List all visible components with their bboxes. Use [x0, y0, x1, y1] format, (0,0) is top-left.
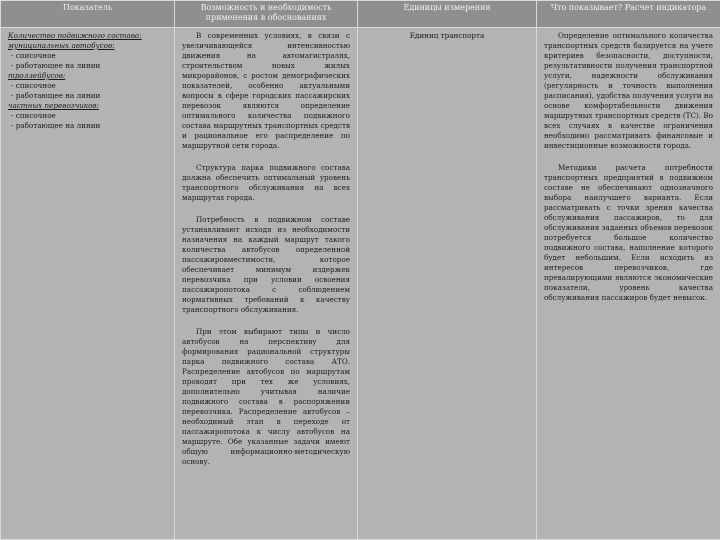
- applicability-paragraph: При этом выбирают типы и число автобусов на перспективу для формирования рациональной структуры парка подвижного состава АТО. Распределение автобусов по маршрутам проводят при тех же условиях, дополнительно учитывая наличие подвижного состава в распоряжении перевозчика. Распределение автобусов – необходимый этап в переходе от пассажиропотока к числу автобусов на маршруте. Обе указанные задачи имеют общую информационно-методическую основу.: [182, 327, 350, 466]
- header-indicator: Показатель: [1, 1, 175, 28]
- applicability-cell: [175, 28, 358, 540]
- units-cell: [358, 28, 537, 540]
- indicator-cell: [1, 28, 175, 540]
- units-value: Единиц транспорта: [409, 31, 485, 40]
- explanation-paragraph: Методики расчета потребности транспортных предприятий в подвижном составе не обеспечивают однозначного выбора наилучшего варианта. Если рассматривать с точки зрения качества обслуживания пассажиров, то для обслуживания заданных объемов перевозок потребуется большое количество подвижного состава, наполнение которого будет небольшим. Если исходить из интересов перевозчиков, где превалирующими являются экономические показатели, уровень качества обслуживания пассажиров будет невысок.: [544, 163, 713, 302]
- bus-listed-item: - списочное: [11, 51, 56, 60]
- private-working-item: - работающее на линии: [11, 121, 101, 130]
- bus-working-item: - работающее на линии: [11, 61, 101, 70]
- private-listed-item: - списочное: [11, 111, 56, 120]
- explanation-cell: [537, 28, 720, 540]
- table-row: [1, 28, 720, 540]
- trolleybus-working-item: - работающее на линии: [11, 91, 101, 100]
- trolleybus-listed-item: - списочное: [11, 81, 56, 90]
- applicability-paragraph: Потребность в подвижном составе устанавливают исходя из необходимости назначения на каждый маршрут такого количества автобусов определенной пассажировместимости, которое обеспечивает минимум издержек перевозчика при условии освоения пассажиропотока с соблюдением нормативных требований к качеству транспортного обслуживания.: [182, 215, 350, 314]
- group-title-trolleybuses: троллейбусов:: [8, 71, 66, 80]
- group-title-fleet: Количество подвижного состава:: [8, 31, 142, 40]
- header-row: [1, 1, 720, 28]
- header-units: Единицы измерения: [358, 1, 537, 28]
- header-applicability: Возможность и необходимость применения в обоснованиях: [175, 1, 358, 28]
- applicability-paragraph: Структура парка подвижного состава должна обеспечить оптимальный уровень транспортного обслуживания на всех маршрутах города.: [182, 163, 350, 202]
- applicability-paragraph: В современных условиях, в связи с увеличивающейся интенсивностью движения на автомагистралях, строительством новых жилых микрорайонов, с ростом демографических показателей, особенно актуальными вопросы в сфере городских пассажирских перевозок являются определение оптимального количества подвижного состава маршрутных транспортных средств и рациональное его распределение по маршрутной сети города.: [182, 31, 350, 150]
- group-subtitle-buses: муниципальных автобусов:: [8, 41, 115, 50]
- header-explanation: Что показывает? Расчет индикатора: [537, 1, 720, 28]
- explanation-paragraph: Определение оптимального количества транспортных средств базируется на учете критериев безопасности, доступности, результативности получения транспортной услуги, надежности обслуживания (регулярность и точность выполнения расписания), удобства получения услуги на основе комфортабельности движения маршрутных транспортных средств (ТС). Во всех случаях в качестве ограничения необходимо рассматривать финансовые и инвестиционные возможности города.: [544, 31, 713, 150]
- group-title-private: частных перевозчиков:: [8, 101, 100, 110]
